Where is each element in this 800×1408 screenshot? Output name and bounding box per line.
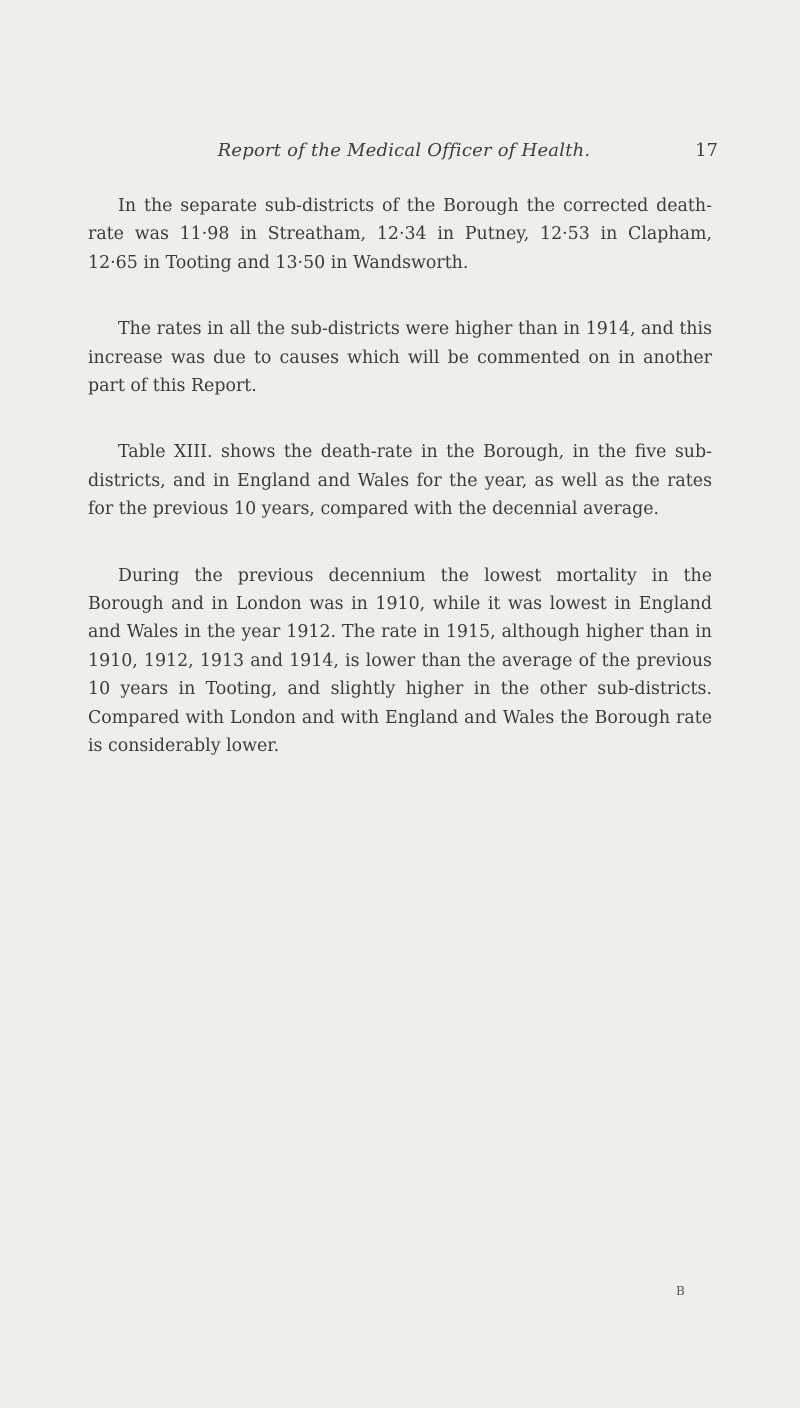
- paragraph-rate-increase: The rates in all the sub-districts were higher than in 1914, and this increase was due to causes which will be commented on in another part of this Report.: [88, 319, 712, 397]
- paragraph-table-reference: Table XIII. shows the death-rate in the Borough, in the five sub-districts, and in England and Wales for the year, as well as the rates for the previous 10 years, compared with the decennial average.: [88, 442, 712, 520]
- paragraph-sub-district-rates: In the separate sub-districts of the Borough the corrected death-rate was 11·98 in Streatham, 12·34 in Putney, 12·53 in Clapham, 12·65 in Tooting and 13·50 in Wandsworth.: [88, 196, 712, 273]
- signature-mark: B: [676, 1284, 686, 1298]
- running-head: [88, 140, 720, 170]
- running-title: Report of the Medical Officer of Health.: [217, 140, 591, 161]
- body-text: [88, 192, 712, 799]
- page-number: 17: [695, 140, 718, 161]
- paragraph-decennium-comparison: During the previous decennium the lowest mortality in the Borough and in London was in 1910, while it was lowest in England and Wales in the year 1912. The rate in 1915, although higher than in 1910, 1912, 1913 and 1914, is lower than the average of the previous 10 years in Tooting, and slightly higher in the other sub-districts. Compared with London and with England and Wales the Borough rate is considerably lower.: [88, 565, 712, 757]
